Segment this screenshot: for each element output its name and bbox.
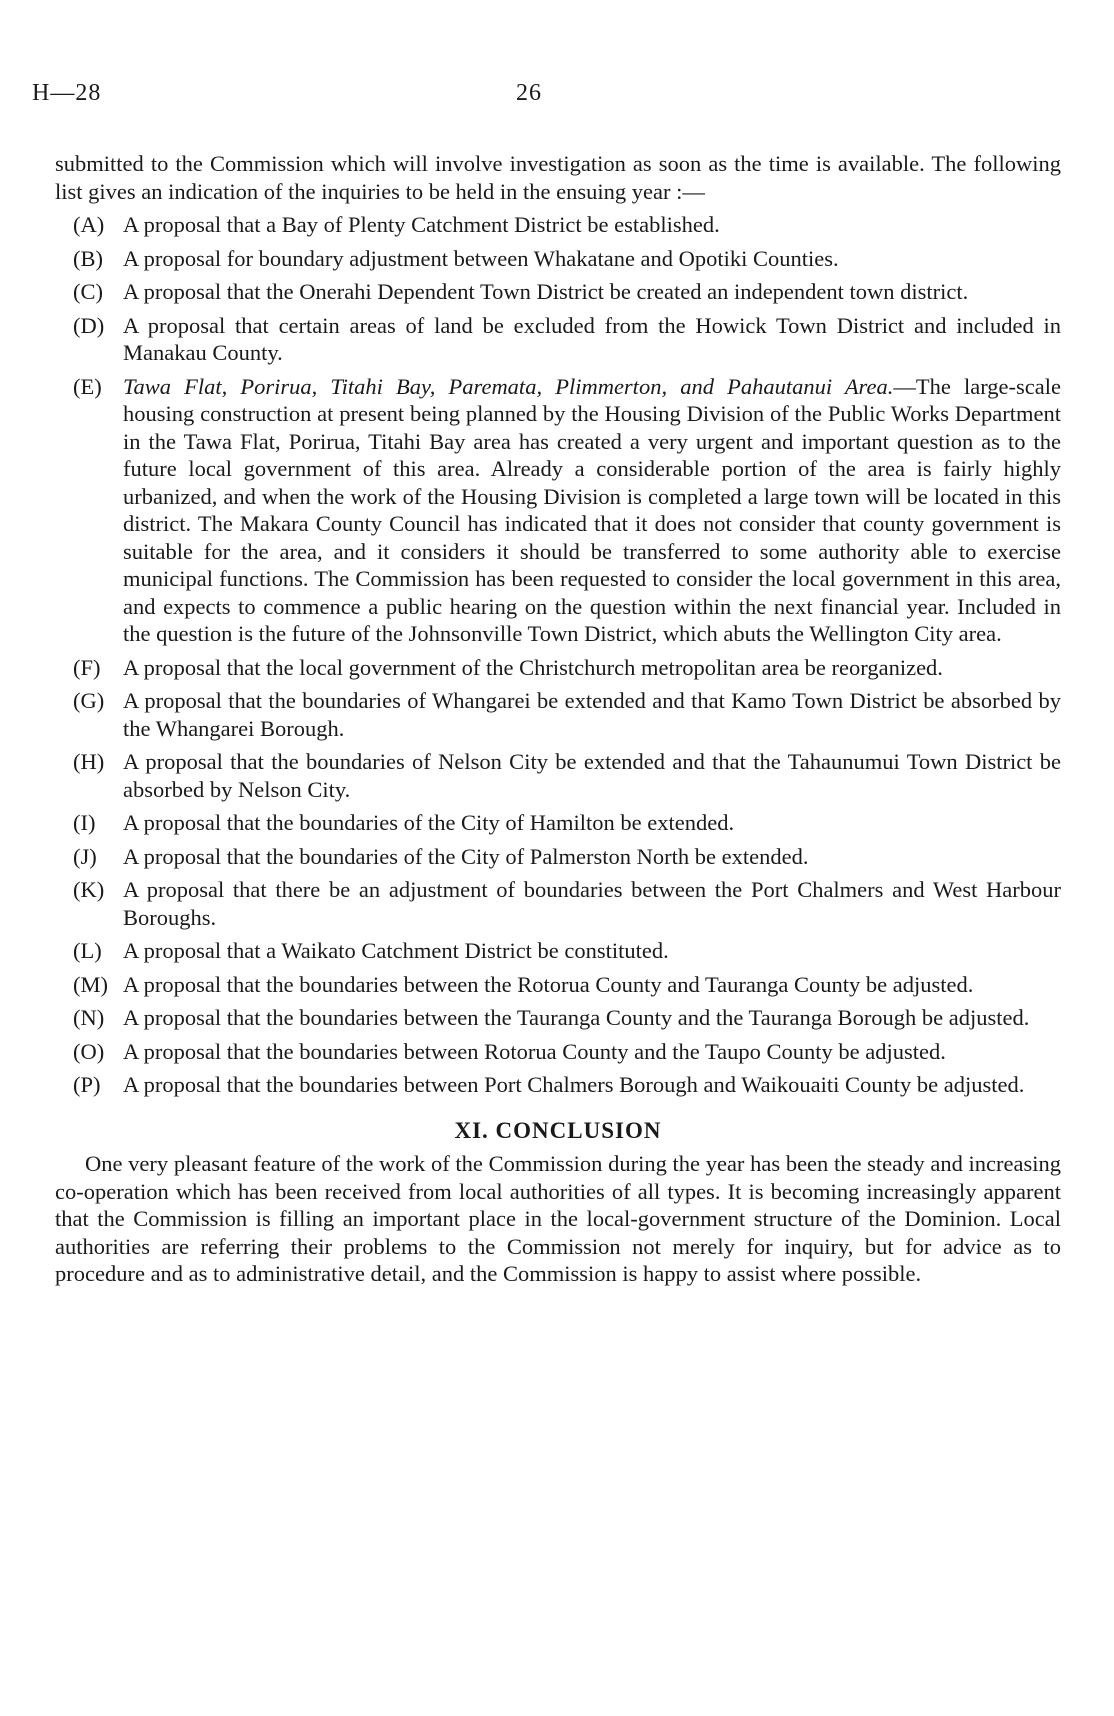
list-item-body: —The large-scale housing construction at present being planned by the Housing Division of the Public Works Department in the Tawa Flat, Porirua, Titahi Bay area has created a very urgent and important question as to the future local government of this area. Already a considerable portion of the area is fairly highly urbanized, and when the work of the Housing Division is completed a large town will be located in this district. The Makara County Council has indicated that it does not consider that county government is suitable for the area, and it considers it should be transferred to some authority able to exercise municipal functions. The Commission has been requested to consider the local government in this area, and expects to commence a public hearing on the question within the next financial year. Included in the question is the future of the Johnsonville Town District, which abuts the Wellington City area. <box>123 373 1061 646</box>
list-item-text: A proposal that the boundaries between the Tauranga County and the Tauranga Borough be adjusted. <box>123 1005 1030 1030</box>
page-content <box>55 150 1061 1288</box>
list-item-text: A proposal that there be an adjustment of boundaries between the Port Chalmers and West Harbour Boroughs. <box>123 877 1061 930</box>
list-item-label: (K) <box>73 877 105 902</box>
list-item <box>55 1038 1061 1066</box>
list-item <box>55 373 1061 648</box>
list-item <box>55 211 1061 239</box>
list-item-text: A proposal that a Waikato Catchment District be constituted. <box>123 938 669 963</box>
list-item-text: A proposal that the Onerahi Dependent Town District be created an independent town district. <box>123 279 969 304</box>
intro-paragraph: submitted to the Commission which will involve investigation as soon as the time is available. The following list gives an indication of the inquiries to be held in the ensuing year :— <box>55 151 1061 204</box>
list-item-label: (I) <box>73 810 96 835</box>
list-item <box>55 876 1061 931</box>
page-header <box>32 80 1082 110</box>
list-item-text: A proposal that the local government of the Christchurch metropolitan area be reorganized. <box>123 654 943 680</box>
document-reference: H—28 <box>32 80 102 106</box>
list-item-text: A proposal that certain areas of land be excluded from the Howick Town District and included in Manakau County. <box>123 312 1061 365</box>
list-item-label: (J) <box>73 843 97 869</box>
list-item-text-with-title <box>123 373 1061 648</box>
list-item-text: A proposal that the boundaries of Whangarei be extended and that Kamo Town District be absorbed by the Whangarei Borough. <box>123 688 1061 741</box>
list-item-title: Tawa Flat, Porirua, Titahi Bay, Paremata, Plimmerton, and Pahautanui Area. <box>123 373 894 399</box>
list-item <box>55 1004 1061 1032</box>
list-item-label: (O) <box>73 1038 105 1064</box>
list-item-label: (D) <box>73 312 105 338</box>
list-item-text: A proposal that the boundaries between Port Chalmers Borough and Waikouaiti County be adjusted. <box>123 1072 1025 1097</box>
list-item-label: (M) <box>73 971 108 997</box>
list-item-text: A proposal for boundary adjustment between Whakatane and Opotiki Counties. <box>123 245 839 271</box>
list-item <box>55 1071 1061 1099</box>
list-item-label: (H) <box>73 749 105 774</box>
list-item <box>55 971 1061 999</box>
list-item-label: (E) <box>73 373 102 399</box>
list-item-text: A proposal that the boundaries of the City of Hamilton be extended. <box>123 810 735 835</box>
list-item-text: A proposal that the boundaries of Nelson City be extended and that the Tahaunumui Town District be absorbed by Nelson City. <box>123 749 1061 802</box>
list-item <box>55 312 1061 367</box>
list-item <box>55 748 1061 803</box>
list-item-label: (L) <box>73 938 102 963</box>
list-item-text: A proposal that the boundaries between the Rotorua County and Tauranga County be adjusted. <box>123 971 974 997</box>
page-number: 26 <box>516 80 542 106</box>
list-item <box>55 937 1061 965</box>
list-item-label: (F) <box>73 654 101 680</box>
list-item-text: A proposal that a Bay of Plenty Catchment District be established. <box>123 212 720 237</box>
list-item-text: A proposal that the boundaries of the City of Palmerston North be extended. <box>123 843 809 869</box>
list-item-label: (C) <box>73 279 103 304</box>
conclusion-paragraph: One very pleasant feature of the work of the Commission during the year has been the steady and increasing co-operation which has been received from local authorities of all types. It is becoming increasingly apparent that the Commission is filling an important place in the local-government structure of the Dominion. Local authorities are referring their problems to the Commission not merely for inquiry, but for advice as to procedure and as to administrative detail, and the Commission is happy to assist where possible. <box>55 1151 1061 1286</box>
list-item <box>55 278 1061 306</box>
inquiry-list <box>55 211 1061 1099</box>
list-item <box>55 687 1061 742</box>
list-item-text: A proposal that the boundaries between Rotorua County and the Taupo County be adjusted. <box>123 1038 946 1064</box>
section-heading: XI. CONCLUSION <box>454 1117 662 1143</box>
list-item-label: (B) <box>73 245 103 271</box>
list-item <box>55 843 1061 871</box>
list-item <box>55 245 1061 273</box>
list-item <box>55 654 1061 682</box>
list-item-label: (G) <box>73 688 105 713</box>
list-item-label: (P) <box>73 1072 101 1097</box>
list-item-label: (N) <box>73 1005 105 1030</box>
list-item-label: (A) <box>73 212 105 237</box>
list-item <box>55 809 1061 837</box>
